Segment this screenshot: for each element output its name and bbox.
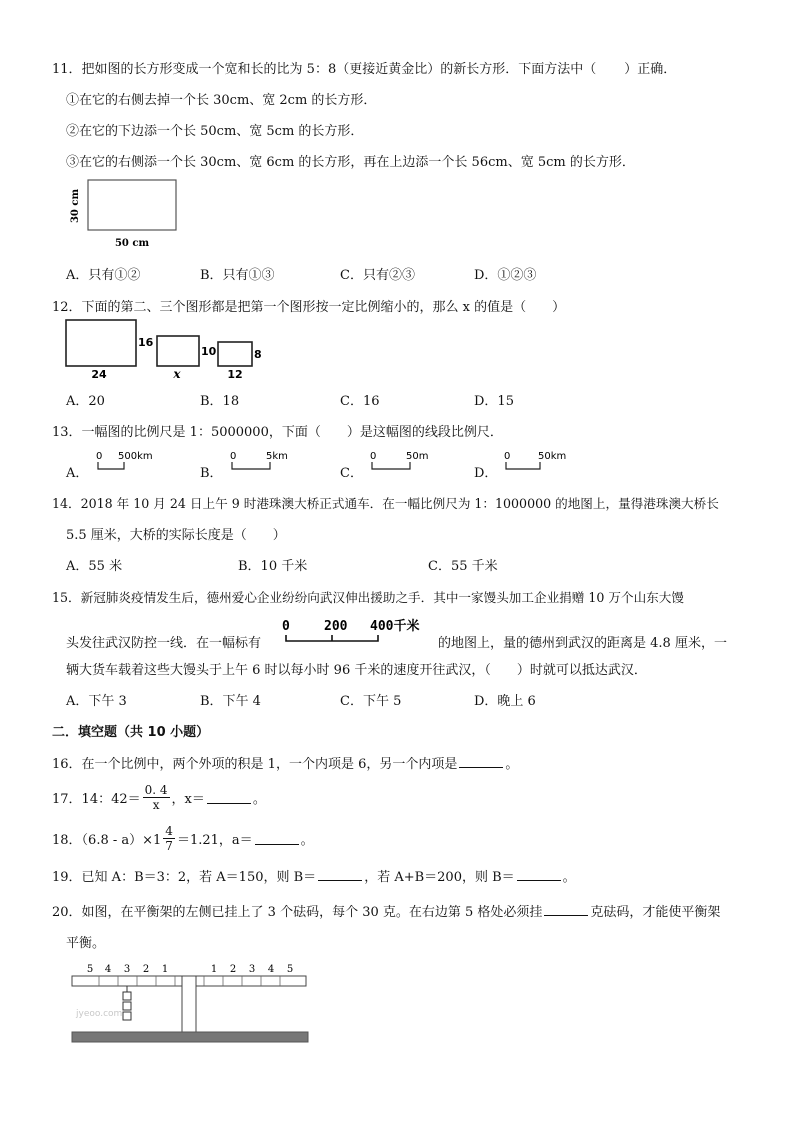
- q11-method-3: ③在它的右侧添一个长 30cm、宽 6cm 的长方形，再在上边添一个长 56cm、宽 5cm 的长方形．: [66, 155, 635, 170]
- q15-line-1: 15．新冠肺炎疫情发生后，德州爱心企业纷纷向武汉伸出援助之手．其中一家馒头加工企业捐赠 10 万个山东大馒: [52, 590, 684, 605]
- q20-line-1: 20．如图，在平衡架的左侧已挂上了 3 个砝码，每个 30 克。在右边第 5 格处必须挂 克砝码，才能使平衡架: [52, 905, 721, 920]
- q13-option-c[interactable]: [340, 448, 470, 481]
- q19-part-a: 19．已知 A：B＝3：2，若 A＝150，则 B＝: [52, 870, 317, 885]
- q15-option-a[interactable]: A．下午 3: [66, 694, 127, 709]
- q11-option-a[interactable]: A．只有①②: [66, 268, 141, 283]
- svg-text:4: 4: [267, 964, 275, 975]
- svg-text:500km: 500km: [118, 451, 153, 462]
- q17-answer-blank[interactable]: [207, 791, 251, 804]
- q13-stem: 13．一幅图的比例尺是 1：5000000，下面（ ）是这幅图的线段比例尺．: [52, 425, 503, 440]
- q19-part-b: ，若 A+B＝200，则 B＝: [364, 870, 515, 885]
- q15-option-c[interactable]: C．下午 5: [340, 694, 402, 709]
- q12-r1-height: 16: [138, 336, 154, 349]
- q18-answer-blank[interactable]: [255, 832, 299, 845]
- svg-text:5km: 5km: [266, 451, 288, 462]
- q13-option-c-letter: C．: [340, 466, 363, 481]
- svg-text:0: 0: [370, 451, 377, 462]
- svg-text:50km: 50km: [538, 451, 567, 462]
- svg-text:2: 2: [142, 964, 150, 975]
- q13-scale-bar-a: [92, 448, 202, 474]
- svg-text:5: 5: [286, 964, 294, 975]
- q20-watermark: jyeoo.com: [76, 1009, 123, 1019]
- q14-line-1: 14．2018 年 10 月 24 日上午 9 时港珠澳大桥正式通车．在一幅比例尺为 1：1000000 的地图上，量得港珠澳大桥长: [52, 496, 719, 511]
- q16-text: 16．在一个比例中，两个外项的积是 1，一个内项是 6，另一个内项是: [52, 757, 458, 772]
- svg-text:50m: 50m: [406, 451, 429, 462]
- q11-option-c[interactable]: C．只有②③: [340, 268, 415, 283]
- svg-text:4: 4: [104, 964, 112, 975]
- q17-prefix: 17．14：42＝: [52, 791, 141, 807]
- q12-option-a[interactable]: A．20: [66, 394, 105, 409]
- q15-scale-bar: [278, 616, 438, 646]
- q19-answer-blank-2[interactable]: [517, 868, 561, 881]
- q13-scale-bar-d: [500, 448, 610, 474]
- q19-answer-blank-1[interactable]: [318, 868, 362, 881]
- q11-rectangle-figure: [64, 176, 194, 252]
- q15-scale-400: 400千米: [370, 619, 420, 634]
- q11-method-2: ②在它的下边添一个长 50cm、宽 5cm 的长方形．: [66, 124, 364, 139]
- q11-method-1: ①在它的右侧去掉一个长 30cm、宽 2cm 的长方形．: [66, 93, 377, 108]
- q12-option-c[interactable]: C．16: [340, 394, 380, 409]
- q15-line-2-a: 头发往武汉防控一线．在一幅标有: [66, 636, 262, 651]
- svg-text:5: 5: [86, 964, 94, 975]
- q18-numerator: 4: [165, 823, 173, 838]
- q20-line-2: 平衡。: [66, 936, 106, 951]
- q20-weights: [123, 986, 131, 1020]
- q18: 18．（6.8 - a）×1 $\frac{4}{7}$ ＝1.21，a＝ 。: [52, 823, 314, 853]
- q15-option-b[interactable]: B．下午 4: [200, 694, 261, 709]
- q11-stem: 11．把如图的长方形变成一个宽和长的比为 5：8（更接近黄金比）的新长方形．下面方法中（ ）正确．: [52, 62, 677, 77]
- q17-denominator: x: [152, 797, 160, 812]
- q18-fraction: [163, 825, 175, 852]
- q15-scale-200: 200: [324, 619, 348, 634]
- q15-line-2-b: 的地图上，量的德州到武汉的距离是 4.8 厘米，一: [438, 636, 727, 651]
- q13-option-b[interactable]: [200, 448, 330, 481]
- q12-rectangles-figure: [62, 318, 282, 382]
- q13-option-a-letter: A．: [66, 466, 89, 481]
- q17-numerator: 0. 4: [144, 782, 168, 797]
- q12-stem: 12．下面的第二、三个图形都是把第一个图形按一定比例缩小的，那么 x 的值是（ ）: [52, 300, 566, 315]
- q18-denominator: 7: [165, 838, 173, 853]
- q13-option-a[interactable]: [66, 448, 196, 481]
- svg-text:1: 1: [210, 964, 218, 975]
- q15-scale-0: 0: [282, 619, 290, 634]
- q17-fraction: [143, 784, 170, 811]
- svg-text:0: 0: [230, 451, 237, 462]
- q14-line-2: 5.5 厘米，大桥的实际长度是（ ）: [66, 528, 286, 543]
- q13-scale-bar-b: [226, 448, 336, 474]
- q12-option-b[interactable]: B．18: [200, 394, 240, 409]
- q20-right-ticks: [211, 964, 293, 975]
- svg-text:3: 3: [123, 964, 131, 975]
- q15-line-3: 辆大货车载着这些大馒头于上午 6 时以每小时 96 千米的速度开往武汉，（ ）时就可以抵达武汉．: [66, 663, 647, 678]
- q17: 17．14：42＝ $\frac{0. 4}{x}$ ，x＝ 。: [52, 782, 266, 812]
- section-2-title: 二．填空题（共 10 小题）: [52, 725, 210, 740]
- q11-option-b[interactable]: B．只有①③: [200, 268, 275, 283]
- q17-mid: ，x＝: [171, 791, 205, 807]
- q14-option-b[interactable]: B．10 千米: [238, 559, 308, 574]
- q13-option-d[interactable]: [474, 448, 604, 481]
- q13-option-d-letter: D．: [474, 466, 498, 481]
- q14-option-a[interactable]: A．55 米: [66, 559, 123, 574]
- q11-fig-width-label: 50 cm: [114, 238, 150, 249]
- q20-balance-figure: [66, 960, 316, 1046]
- q20-left-ticks: [87, 964, 168, 975]
- q12-r3-height: 8: [254, 348, 262, 361]
- q13-option-b-letter: B．: [200, 466, 223, 481]
- q12-option-d[interactable]: D．15: [474, 394, 514, 409]
- q13-scale-bar-c: [366, 448, 476, 474]
- q12-r2-height: 10: [201, 345, 217, 358]
- q19: 19．已知 A：B＝3：2，若 A＝150，则 B＝ ，若 A+B＝200，则 B＝ 。: [52, 870, 576, 885]
- q16: 16．在一个比例中，两个外项的积是 1，一个内项是 6，另一个内项是 。: [52, 757, 519, 772]
- svg-text:0: 0: [96, 451, 103, 462]
- q15-option-d[interactable]: D．晚上 6: [474, 694, 536, 709]
- q18-mid: ＝1.21，a＝: [176, 832, 253, 848]
- q12-r1-width: 24: [91, 368, 107, 381]
- q11-fig-height-label: 30 cm: [70, 188, 81, 224]
- svg-text:1: 1: [161, 964, 169, 975]
- q18-prefix: 18．（6.8 - a）×1: [52, 832, 162, 848]
- svg-text:0: 0: [504, 451, 511, 462]
- q20-answer-blank[interactable]: [544, 903, 588, 916]
- svg-text:3: 3: [248, 964, 256, 975]
- q12-r3-width: 12: [227, 368, 243, 381]
- q14-option-c[interactable]: C．55 千米: [428, 559, 498, 574]
- svg-text:2: 2: [229, 964, 237, 975]
- q16-answer-blank[interactable]: [459, 755, 503, 768]
- q11-option-d[interactable]: D．①②③: [474, 268, 537, 283]
- q12-r2-width: x: [173, 367, 181, 381]
